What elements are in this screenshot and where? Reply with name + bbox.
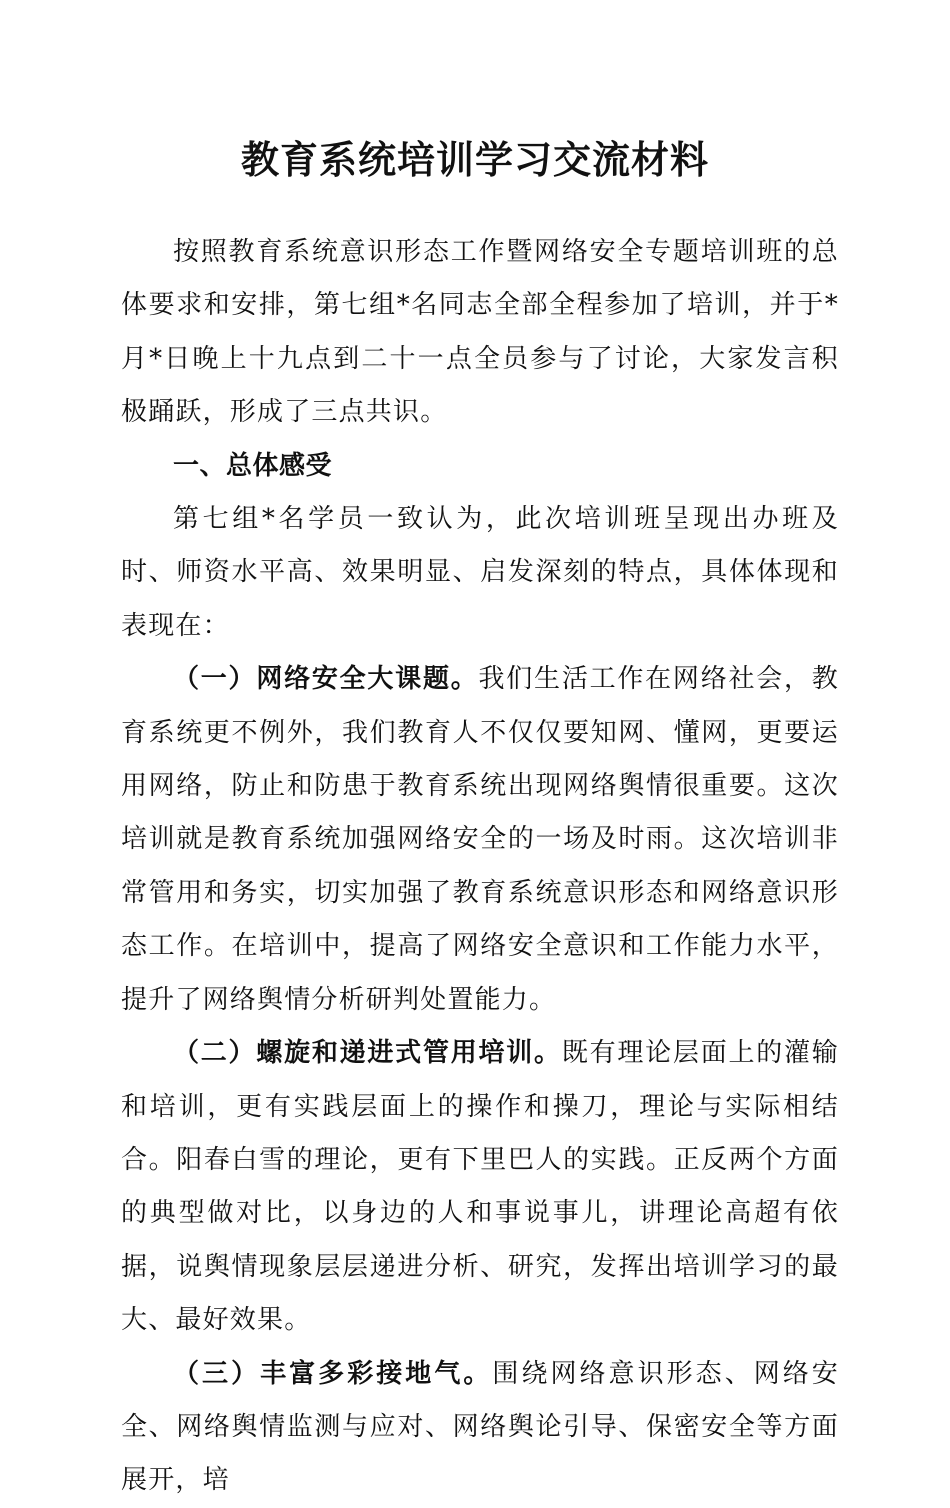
document-body bbox=[121, 226, 839, 1508]
item-text-1: 我们生活工作在网络社会，教育系统更不例外，我们教育人不仅仅要知网、懂网，更要运用网络，防止和防患于教育系统出现网络舆情很重要。这次培训就是教育系统加强网络安全的一场及时雨。这次培训非常管用和务实，切实加强了教育系统意识形态和网络意识形态工作。在培训中，提高了网络安全意识和工作能力水平，提升了网络舆情分析研判处置能力。 bbox=[121, 664, 839, 1015]
item-lead-2: （二）螺旋和递进式管用培训。 bbox=[173, 1038, 562, 1069]
document-title: 教育系统培训学习交流材料 bbox=[240, 137, 709, 182]
section-intro-paragraph: 第七组*名学员一致认为，此次培训班呈现出办班及时、师资水平高、效果明显、启发深刻的特点，具体体现和表现在： bbox=[121, 504, 839, 641]
item-paragraph-3 bbox=[121, 1348, 839, 1508]
section-heading: 一、总体感受 bbox=[173, 450, 333, 481]
item-paragraph-1 bbox=[121, 653, 839, 1027]
item-lead-1: （一）网络安全大课题。 bbox=[173, 664, 479, 695]
item-lead-3: （三）丰富多彩接地气。 bbox=[173, 1358, 493, 1389]
item-text-3: 围绕网络意识形态、网络安全、网络舆情监测与应对、网络舆论引导、保密安全等方面展开，培 bbox=[121, 1358, 840, 1496]
item-text-2: 既有理论层面上的灌输和培训，更有实践层面上的操作和操刀，理论与实际相结合。阳春白雪的理论，更有下里巴人的实践。正反两个方面的典型做对比，以身边的人和事说事儿，讲理论高超有依据，说舆情现象层层递进分析、研究，发挥出培训学习的最大、最好效果。 bbox=[121, 1038, 839, 1336]
item-paragraph-2 bbox=[121, 1027, 839, 1347]
intro-paragraph: 按照教育系统意识形态工作暨网络安全专题培训班的总体要求和安排，第七组*名同志全部全程参加了培训，并于*月*日晚上十九点到二十一点全员参与了讨论，大家发言积极踊跃，形成了三点共识。 bbox=[121, 237, 839, 428]
